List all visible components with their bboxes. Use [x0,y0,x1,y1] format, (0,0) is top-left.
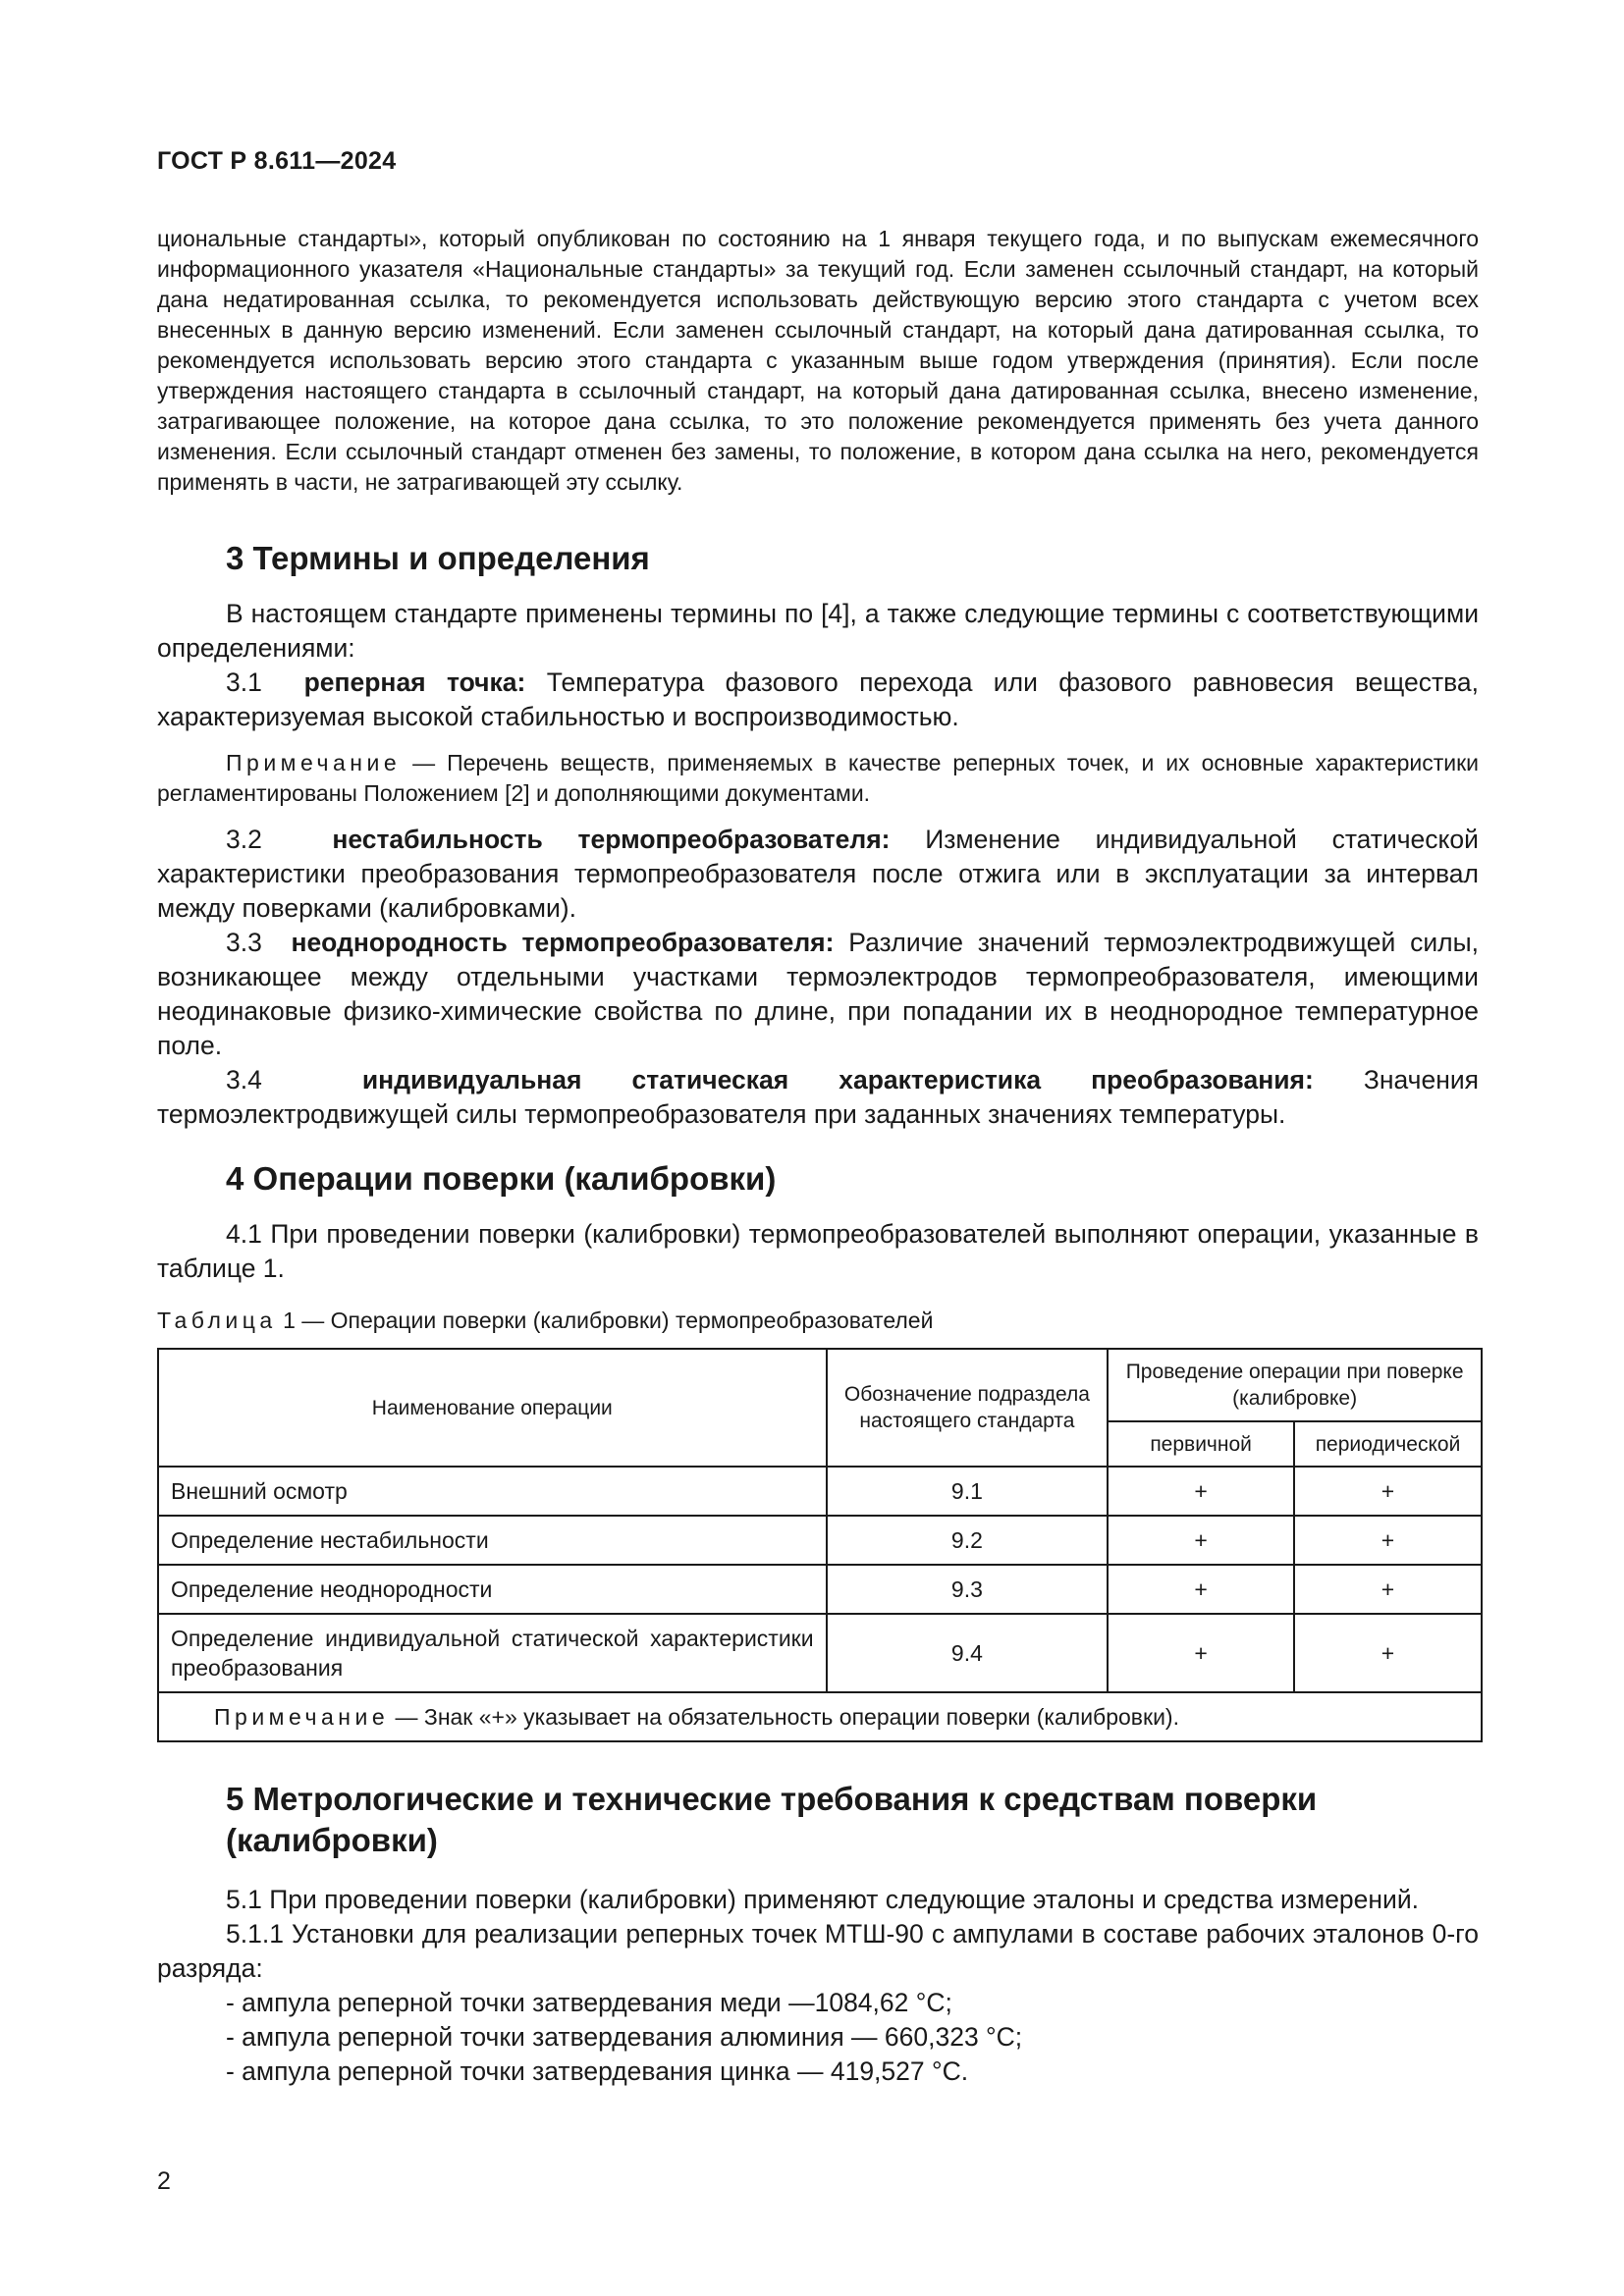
term-title: нестабильность термопреобразователя: [332,825,891,854]
table-note-label: Примечание [214,1703,390,1730]
operations-table [157,1348,1483,1742]
list-item: - ампула реперной точки затвердевания меди —1084,62 °С; [226,1988,952,2017]
term-number: 3.2 [226,825,262,854]
section-3-heading: 3 Термины и определения [226,540,650,576]
cell-primary: + [1108,1614,1294,1692]
term-number: 3.4 [226,1065,262,1095]
cell-subsection: 9.3 [827,1565,1109,1614]
term-definition: Температура фазового перехода или фазового равновесия вещества, характеризуемая высокой стабильностью и воспроизводимостью. [157,667,1480,731]
table-row [158,1565,1482,1614]
section-3-terms [157,823,1479,1132]
table-caption [157,1306,933,1335]
section-5-body [157,1883,1479,2089]
table-row [158,1516,1482,1565]
section-4-heading: 4 Операции поверки (калибровки) [226,1160,777,1197]
section-3-note [157,748,1479,809]
list-item: - ампула реперной точки затвердевания цинка — 419,527 °С. [226,2056,969,2086]
document-code: ГОСТ Р 8.611—2024 [157,147,397,175]
cell-periodic: + [1294,1516,1482,1565]
table-row [158,1614,1482,1692]
term-number: 3.3 [226,928,262,957]
header-operation-group: Проведение операции при поверке (калибровке) [1108,1349,1482,1421]
section-4-para: 4.1 При проведении поверки (калибровки) термопреобразователей выполняют операции, указанные в таблице 1. [157,1219,1479,1283]
page-number: 2 [157,2167,171,2195]
term-3-1 [157,666,1479,734]
intro-text: циональные стандарты», который опубликован по состоянию на 1 января текущего года, и по выпускам ежемесячного информационного указателя «Национальные стандарты» за текущий год. Если заменен ссылочный стандарт, на который дана недатированная ссылка, то рекомендуется использовать действующую версию этого стандарта с учетом всех внесенных в данную версию изменений. Если заменен ссылочный стандарт, на который дана датированная ссылка, то рекомендуется использовать версию этого стандарта с указанным выше годом утверждения (принятия). Если после утверждения настоящего стандарта в ссылочный стандарт, на который дана датированная ссылка, внесено изменение, затрагивающее положение, на которое дана ссылка, то это положение рекомендуется применять без учета данного изменения. Если ссылочный стандарт отменен без замены, то положение, в котором дана ссылка на него, рекомендуется применять в части, не затрагивающей эту ссылку. [157,226,1479,495]
cell-subsection: 9.4 [827,1614,1109,1692]
header-primary: первичной [1108,1421,1294,1467]
list-item: - ампула реперной точки затвердевания алюминия — 660,323 °С; [226,2022,1023,2052]
table-row [158,1467,1482,1516]
cell-periodic: + [1294,1614,1482,1692]
note-label: Примечание [226,750,402,775]
term-3-2 [157,823,1479,926]
term-3-4 [157,1063,1479,1132]
header-subsection: Обозначение подраздела настоящего стандарта [827,1349,1109,1467]
cell-periodic: + [1294,1467,1482,1516]
term-number: 3.1 [226,667,262,697]
term-title: индивидуальная статическая характеристика преобразования: [361,1065,1314,1095]
cell-operation-name: Определение нестабильности [158,1516,827,1565]
table-caption-label: Таблица [157,1308,277,1333]
cell-primary: + [1108,1565,1294,1614]
note-text: — Перечень веществ, применяемых в качестве реперных точек, и их основные характеристики регламентированы Положением [2] и дополняющими документами. [157,750,1480,806]
section-3-intro: В настоящем стандарте применены термины по [4], а также следующие термины с соответствующими определениями: [157,599,1479,663]
cell-subsection: 9.2 [827,1516,1109,1565]
cell-primary: + [1108,1516,1294,1565]
section-5-heading: 5 Метрологические и технические требования к средствам поверки (калибровки) [226,1781,1318,1858]
section-3-body [157,597,1479,734]
term-definition: Значения термоэлектродвижущей силы термопреобразователя при заданных значениях температуры. [157,1065,1479,1129]
term-3-3 [157,926,1479,1063]
cell-subsection: 9.1 [827,1467,1109,1516]
intro-paragraph [157,224,1479,498]
table-note-row [158,1692,1482,1741]
cell-operation-name: Внешний осмотр [158,1467,827,1516]
table-note [158,1692,1482,1741]
term-title: реперная точка: [303,667,526,697]
cell-primary: + [1108,1467,1294,1516]
table-caption-text: 1 — Операции поверки (калибровки) термопреобразователей [283,1308,934,1333]
term-definition: Изменение индивидуальной статической характеристики преобразования термопреобразователя после отжига или в эксплуатации за интервал между поверками (калибровками). [157,825,1479,923]
term-title: неоднородность термопреобразователя: [291,928,835,957]
section-5-p2: 5.1.1 Установки для реализации реперных точек МТШ-90 с ампулами в составе рабочих эталонов 0-го разряда: [157,1919,1479,1983]
section-5-p1: 5.1 При проведении поверки (калибровки) применяют следующие эталоны и средства измерений. [226,1885,1420,1914]
header-periodic: периодической [1294,1421,1482,1467]
cell-periodic: + [1294,1565,1482,1614]
cell-operation-name: Определение индивидуальной статической характеристики преобразования [158,1614,827,1692]
header-operation-name: Наименование операции [158,1349,827,1467]
table-note-text: — Знак «+» указывает на обязательность операции поверки (калибровки). [395,1703,1179,1730]
cell-operation-name: Определение неоднородности [158,1565,827,1614]
section-4-body [157,1217,1479,1286]
term-definition: Различие значений термоэлектродвижущей силы, возникающее между отдельными участками термоэлектродов термопреобразователя, имеющими неодинаковые физико-химические свойства по длине, при попадании их в неоднородное температурное поле. [157,928,1480,1060]
